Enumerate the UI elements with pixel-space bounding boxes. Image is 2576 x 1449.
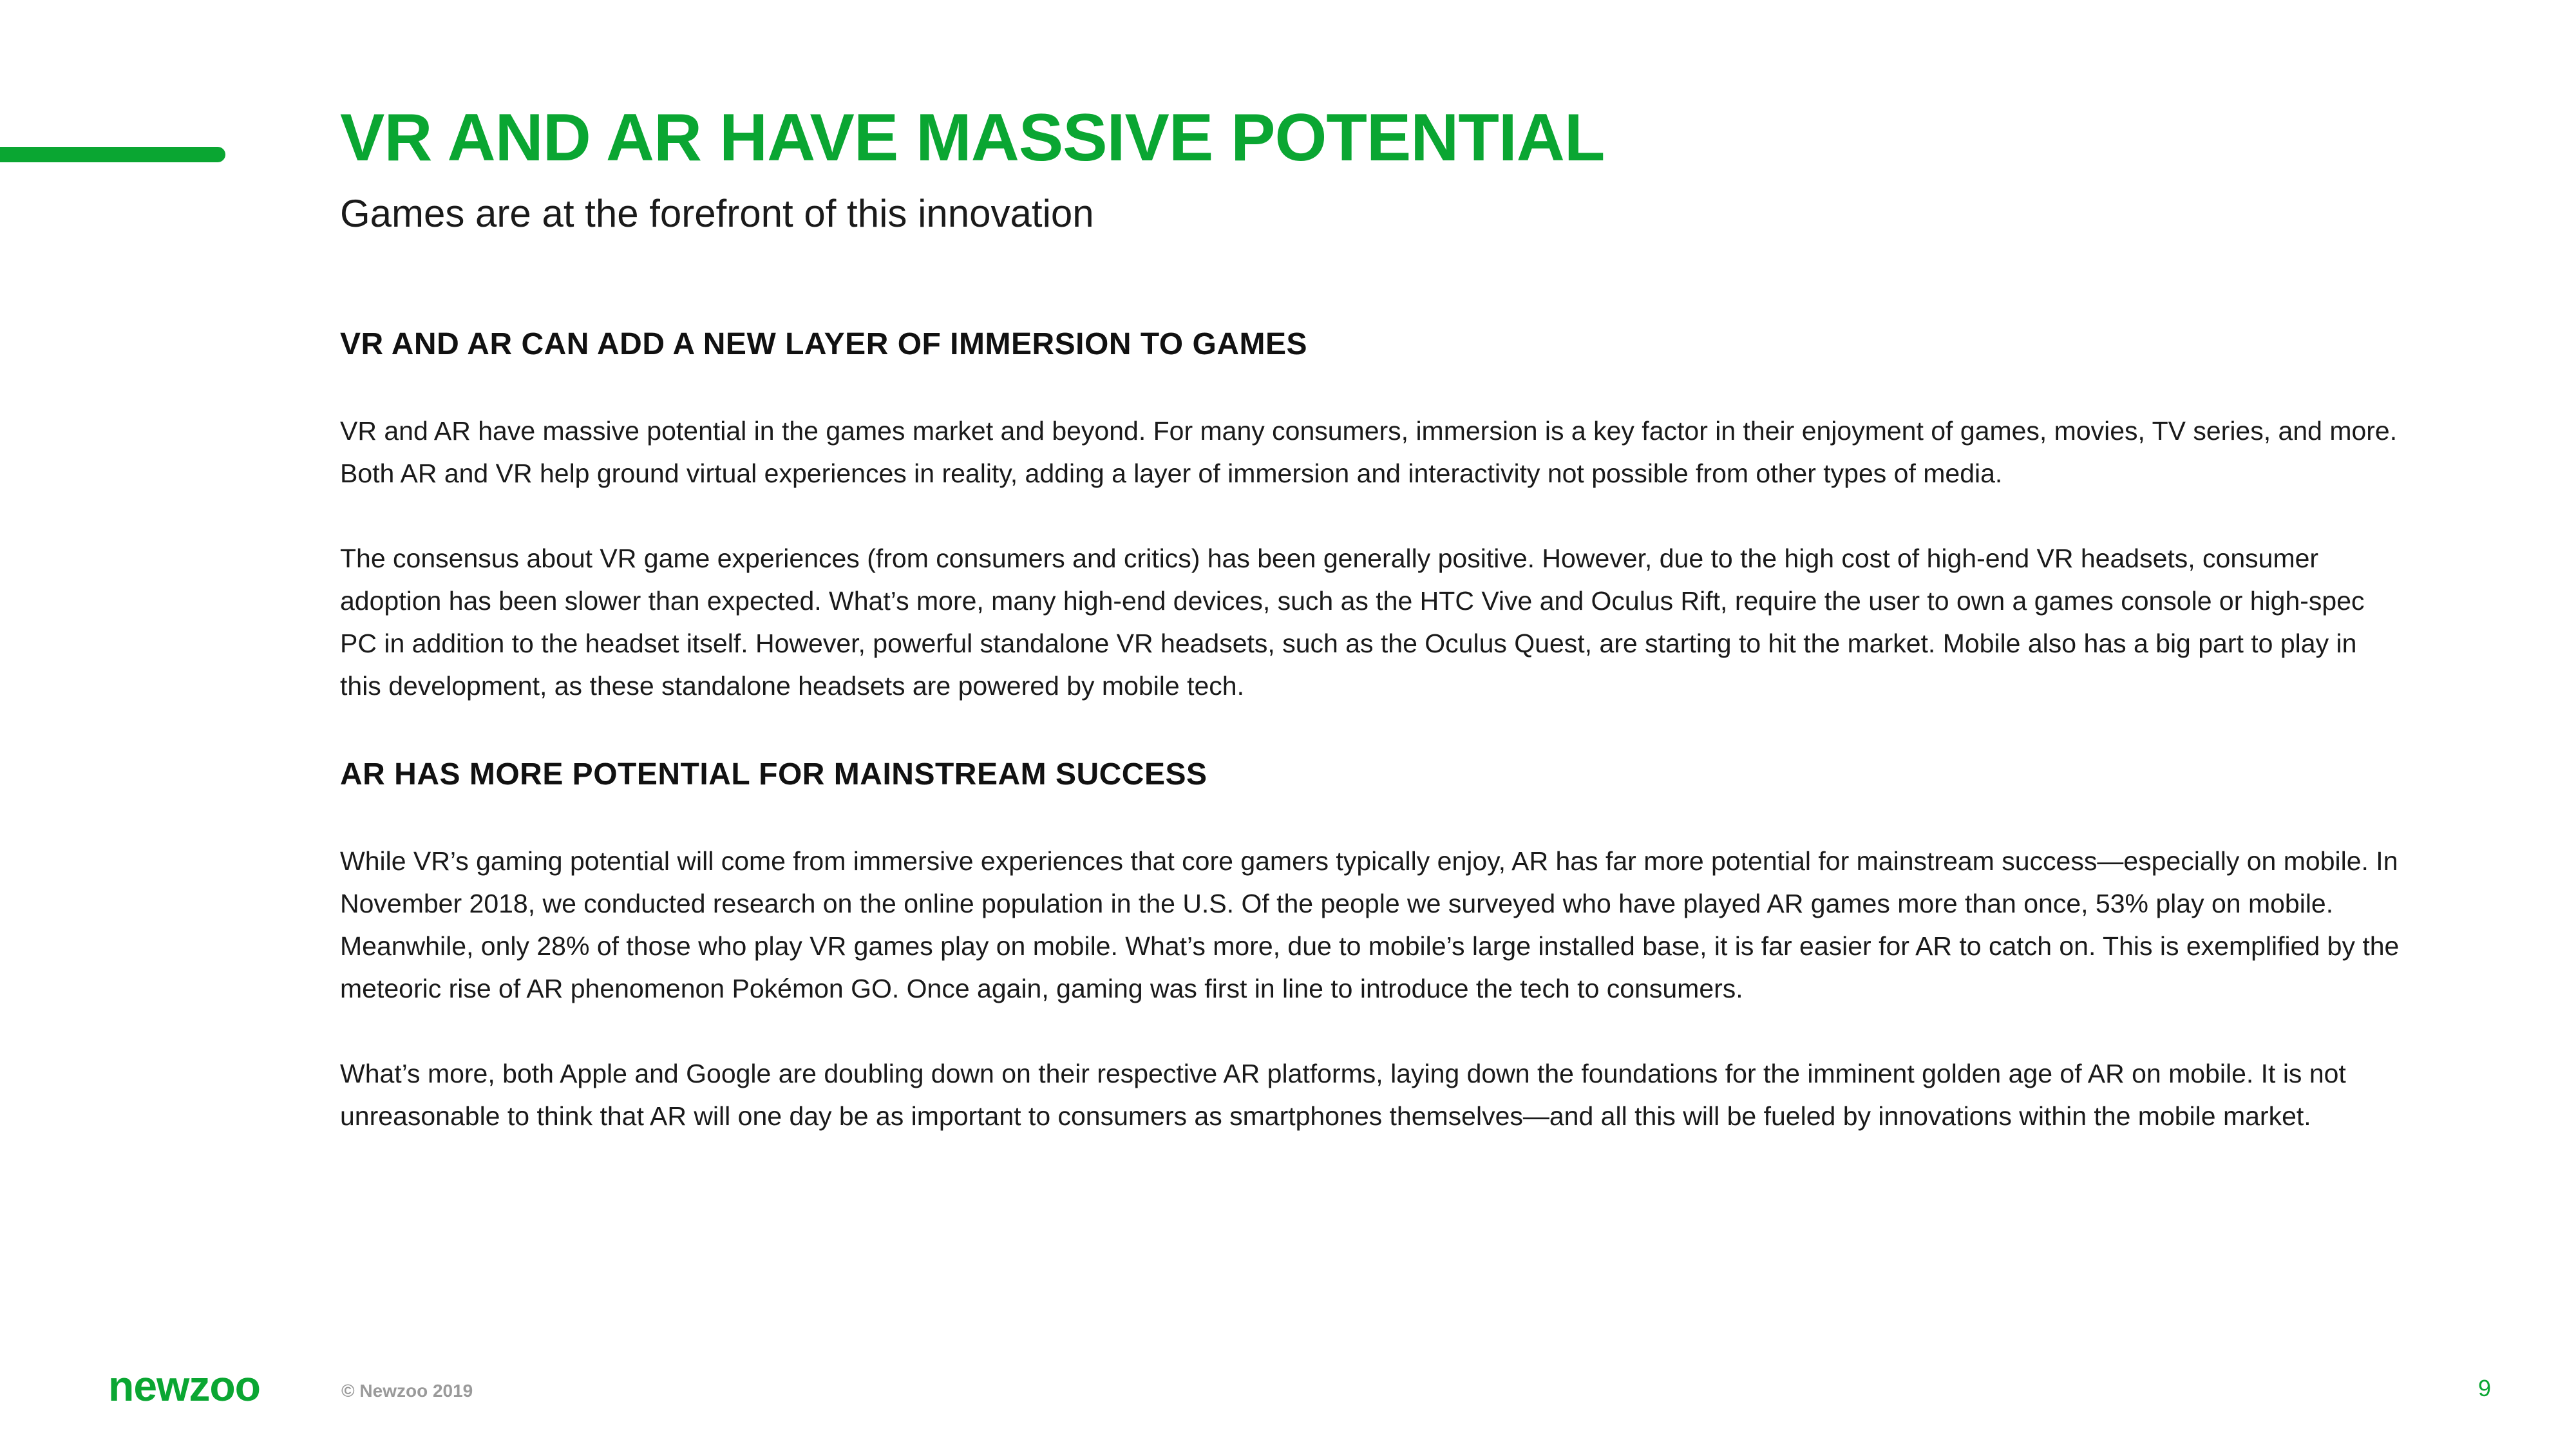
accent-bar [0, 147, 225, 162]
page-number: 9 [2477, 1375, 2491, 1401]
section-heading-immersion: VR AND AR CAN ADD A NEW LAYER OF IMMERSION TO GAMES [340, 327, 1307, 361]
paragraph-immersion-2: The consensus about VR game experiences (from consumers and critics) has been generally positive. However, due to the high cost of high-end VR headsets, consumer adoption has been slower than expected. What’s more, many high-end devices, such as the HTC Vive and Oculus Rift, require the user to own a games console or high-spec PC in addition to the headset itself. However, powerful standalone VR headsets, such as the Oculus Quest, are starting to hit the market. Mobile also has a big part to play in this development, as these standalone headsets are powered by mobile tech. [340, 544, 2365, 701]
body-content [340, 322, 2401, 1137]
copyright-notice: © Newzoo 2019 [341, 1381, 473, 1401]
page-title: VR AND AR HAVE MASSIVE POTENTIAL [340, 100, 1605, 175]
paragraph-mainstream-2: What’s more, both Apple and Google are doubling down on their respective AR platforms, laying down the foundations for the imminent golden age of AR on mobile. It is not unreasonable to think that AR will one day be as important to consumers as smartphones themselves—and all this will be fueled by innovations within the mobile market. [340, 1059, 2346, 1131]
section-heading-mainstream: AR HAS MORE POTENTIAL FOR MAINSTREAM SUCCESS [340, 757, 1208, 791]
paragraph-immersion-1: VR and AR have massive potential in the games market and beyond. For many consumers, immersion is a key factor in their enjoyment of games, movies, TV series, and more. Both AR and VR help ground virtual experiences in reality, adding a layer of immersion and interactivity not possible from other types of media. [340, 416, 2398, 488]
paragraph-mainstream-1: While VR’s gaming potential will come from immersive experiences that core gamers typically enjoy, AR has far more potential for mainstream success—especially on mobile. In November 2018, we conducted research on the online population in the U.S. Of the people we surveyed who have played AR games more than once, 53% play on mobile. Meanwhile, only 28% of those who play VR games play on mobile. What’s more, due to mobile’s large installed base, it is far easier for AR to catch on. This is exemplified by the meteoric rise of AR phenomenon Pokémon GO. Once again, gaming was first in line to introduce the tech to consumers. [340, 846, 2400, 1003]
newzoo-logo: newzoo [108, 1362, 260, 1410]
page-subtitle: Games are at the forefront of this innovation [340, 192, 1094, 235]
